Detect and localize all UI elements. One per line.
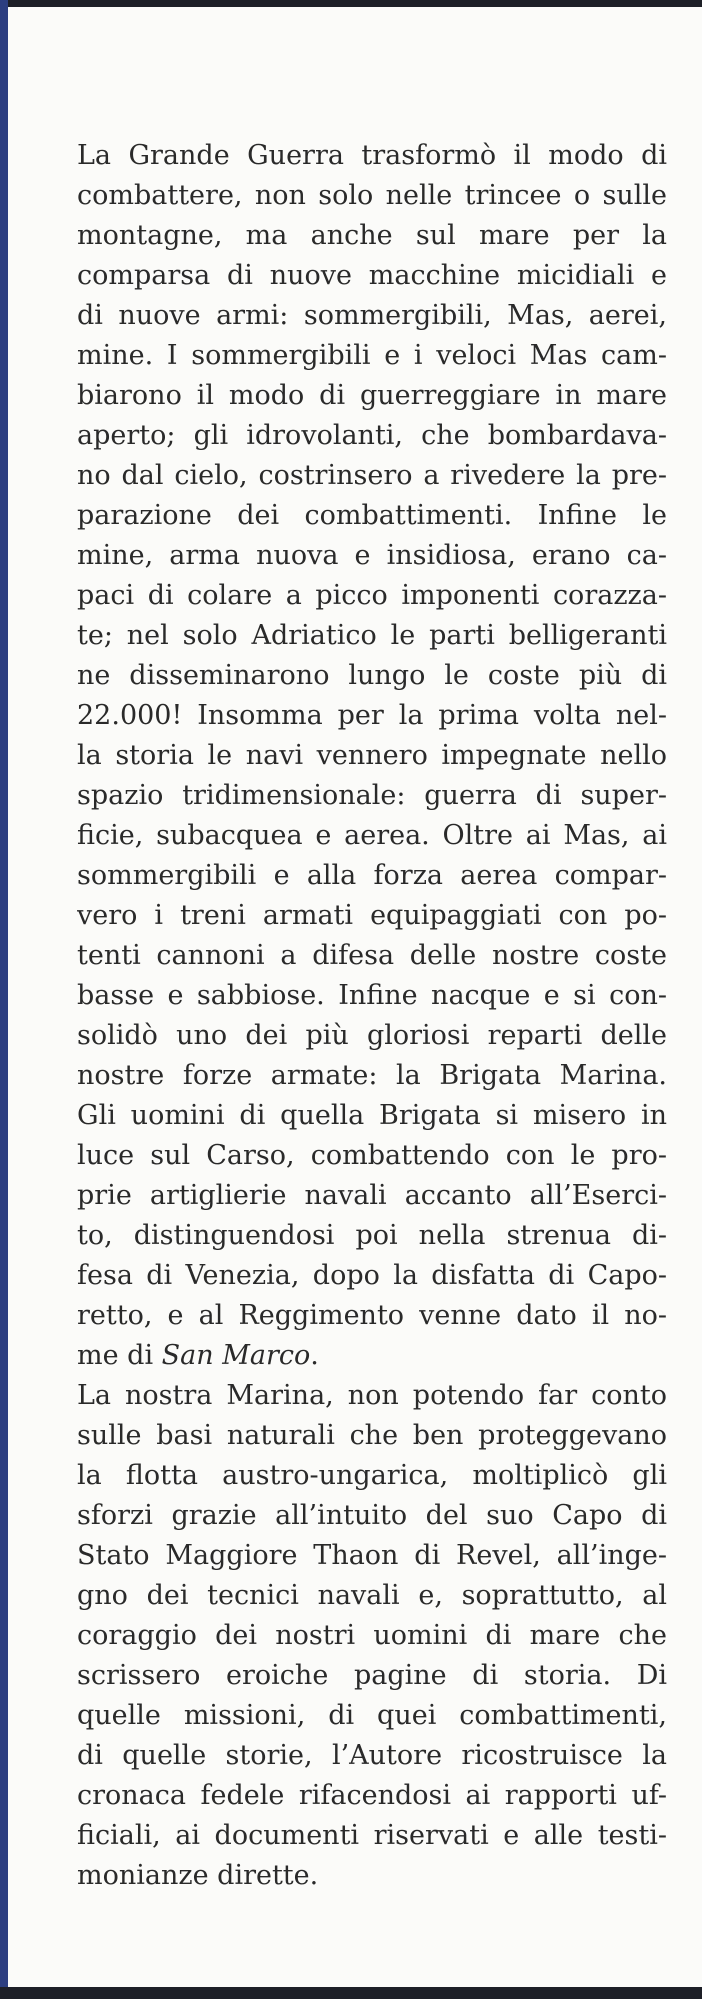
text-line: nostre forze armate: la Brigata Marina. <box>77 1060 667 1091</box>
text-line: sforzi grazie all’intuito del suo Capo di <box>77 1500 667 1531</box>
paragraph-1-closing-line <box>77 1336 667 1376</box>
text-line: prie artiglierie navali accanto all’Eserci- <box>77 1180 667 1211</box>
text-line: 22.000! Insomma per la prima volta nel- <box>77 700 667 731</box>
text-line: La nostra Marina, non potendo far conto <box>77 1380 667 1411</box>
text-line: Gli uomini di quella Brigata si misero in <box>77 1100 667 1131</box>
text-line: basse e sabbiose. Infine nacque e si con- <box>77 980 667 1011</box>
text-line: mine. I sommergibili e i veloci Mas cam- <box>77 340 667 371</box>
text-line: spazio tridimensionale: guerra di super- <box>77 780 667 811</box>
text-line: retto, e al Reggimento venne dato il no- <box>77 1300 667 1331</box>
text-line: montagne, ma anche sul mare per la <box>77 220 667 251</box>
text-line: parazione dei combattimenti. Infine le <box>77 500 667 531</box>
text-line: biarono il modo di guerreggiare in mare <box>77 380 667 411</box>
text-line: vero i treni armati equipaggiati con po- <box>77 900 667 931</box>
text-line: solidò uno dei più gloriosi reparti delle <box>77 1020 667 1051</box>
text-line: sulle basi naturali che ben proteggevano <box>77 1420 667 1451</box>
closing-prefix: me di <box>77 1340 162 1371</box>
text-line: mine, arma nuova e insidiosa, erano ca- <box>77 540 667 571</box>
text-line: aperto; gli idrovolanti, che bombardava- <box>77 420 667 451</box>
text-line: di quelle storie, l’Autore ricostruisce la <box>77 1740 667 1771</box>
text-line: cronaca fedele rifacendosi ai rapporti uf- <box>77 1780 667 1811</box>
blurb-text <box>77 136 667 1896</box>
top-border <box>0 0 702 7</box>
text-line: quelle missioni, di quei combattimenti, <box>77 1700 667 1731</box>
text-line: combattere, non solo nelle trincee o sulle <box>77 180 667 211</box>
text-line: to, distinguendosi poi nella strenua di- <box>77 1220 667 1251</box>
text-line: La Grande Guerra trasformò il modo di <box>77 140 667 171</box>
text-line: la storia le navi vennero impegnate nello <box>77 740 667 771</box>
text-line: di nuove armi: sommergibili, Mas, aerei, <box>77 300 667 331</box>
text-line: coraggio dei nostri uomini di mare che <box>77 1620 667 1651</box>
spine-stripe <box>0 0 8 1999</box>
text-line: ficiali, ai documenti riservati e alle testi- <box>77 1820 667 1851</box>
text-line: gno dei tecnici navali e, soprattutto, al <box>77 1580 667 1611</box>
text-line: la flotta austro-ungarica, moltiplicò gli <box>77 1460 667 1491</box>
text-line: luce sul Carso, combattendo con le pro- <box>77 1140 667 1171</box>
text-line: no dal cielo, costrinsero a rivedere la pre- <box>77 460 667 491</box>
text-line: te; nel solo Adriatico le parti belligeranti <box>77 620 667 651</box>
text-line: comparsa di nuove macchine micidiali e <box>77 260 667 291</box>
text-line: ficie, subacquea e aerea. Oltre ai Mas, ai <box>77 820 667 851</box>
closing-suffix: . <box>310 1340 319 1371</box>
regiment-name: San Marco <box>161 1340 311 1371</box>
text-line: ne disseminarono lungo le coste più di <box>77 660 667 691</box>
paragraph-1 <box>77 136 667 1336</box>
text-line: paci di colare a picco imponenti corazza- <box>77 580 667 611</box>
text-line: tenti cannoni a difesa delle nostre coste <box>77 940 667 971</box>
text-line: monianze dirette. <box>77 1860 319 1891</box>
text-line: fesa di Venezia, dopo la disfatta di Capo- <box>77 1260 667 1291</box>
text-line: sommergibili e alla forza aerea compar- <box>77 860 667 891</box>
text-line: scrissero eroiche pagine di storia. Di <box>77 1660 667 1691</box>
bottom-border <box>0 1987 702 1999</box>
text-line: Stato Maggiore Thaon di Revel, all’inge- <box>77 1540 667 1571</box>
paragraph-2 <box>77 1376 667 1896</box>
